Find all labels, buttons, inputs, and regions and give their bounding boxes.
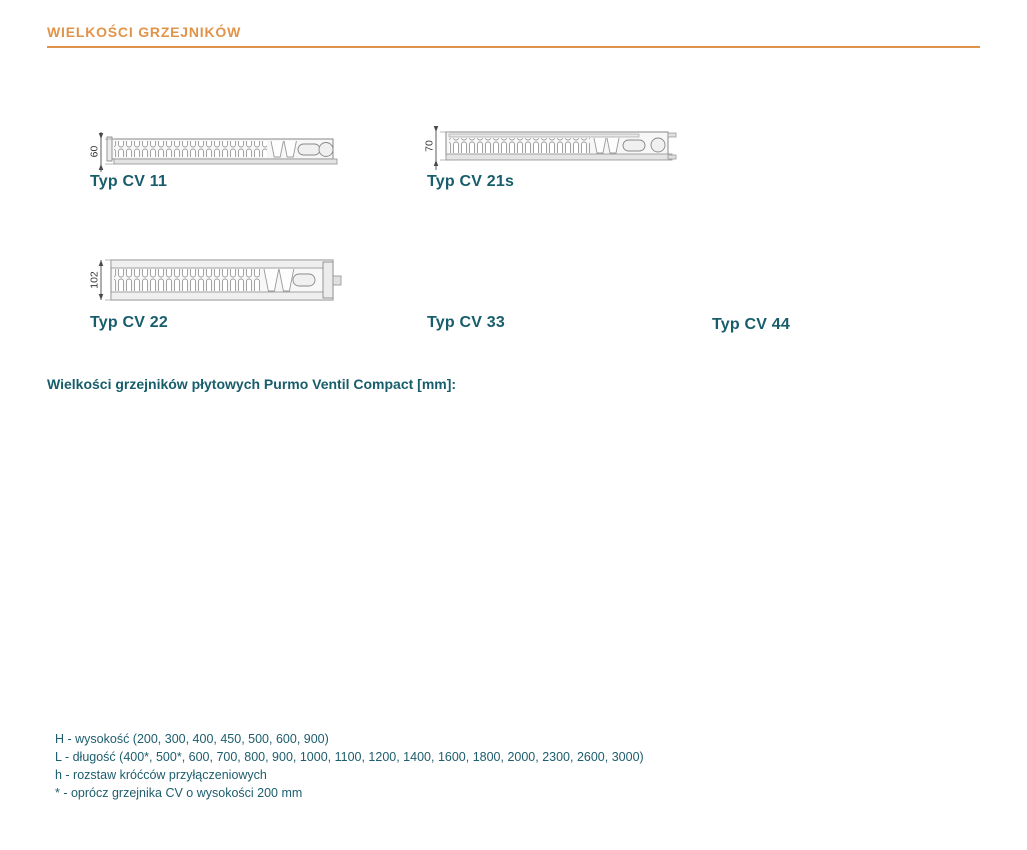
footnote-h: h - rozstaw króćców przyłączeniowych [55,768,267,782]
dimension-label: 60 [88,145,101,158]
dimension-label: 102 [88,271,101,289]
dimension-label: 70 [423,140,436,152]
radiator-cross-section-cv21s [420,126,690,175]
radiator-cross-section-cv33 [420,226,690,315]
radiator-cross-section-cv22 [85,256,355,315]
profile-label-cv22: Typ CV 22 [90,314,168,331]
profile-label-cv11: Typ CV 11 [90,173,168,190]
section-subtitle: Wielkości grzejników płytowych Purmo Ventil Compact [mm]: [47,376,457,392]
header-rule [47,46,980,48]
profile-label-cv44: Typ CV 44 [712,316,790,333]
profile-label-cv33: Typ CV 33 [427,314,505,331]
page-title: WIELKOŚCI GRZEJNIKÓW [47,24,242,40]
footnote-L: L - długość (400*, 500*, 600, 700, 800, 900, 1000, 1100, 1200, 1400, 1600, 1800, 2000, 2300, 2600, 3000) [55,750,644,764]
footnote-H: H - wysokość (200, 300, 400, 450, 500, 600, 900) [55,732,329,746]
radiator-cross-section-cv11 [85,132,355,177]
footnote-star: * - oprócz grzejnika CV o wysokości 200 mm [55,786,303,800]
profile-label-cv21s: Typ CV 21s [427,173,515,190]
